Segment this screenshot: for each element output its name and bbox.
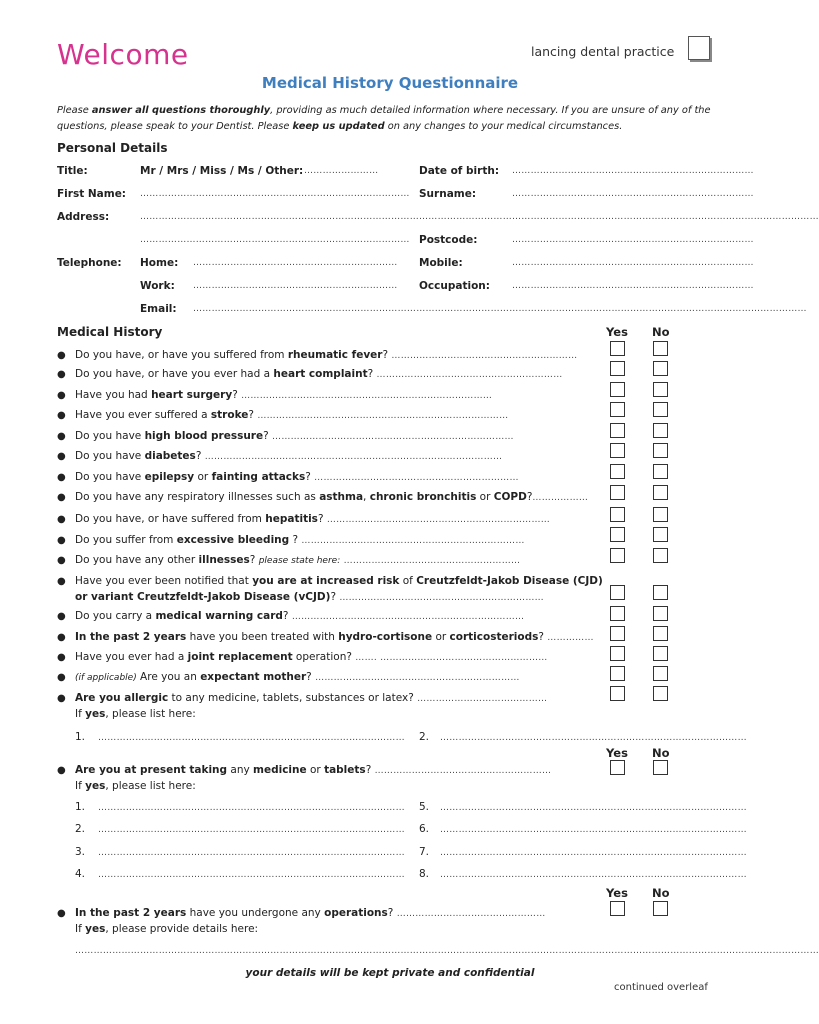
bullet: ● xyxy=(57,514,66,525)
no-column-header: No xyxy=(652,886,670,900)
medicine-item-1-number: 1. xyxy=(75,801,86,813)
operations-details-field[interactable]: …………………………………………………………………………………………………………………………………………………………………………………………………………………… xyxy=(75,946,819,956)
page-title: Medical History Questionnaire xyxy=(261,74,519,92)
rheumatic-fever-yes-checkbox[interactable] xyxy=(610,341,625,356)
surname-label: Surname: xyxy=(419,188,477,200)
bullet: ● xyxy=(57,492,66,503)
question-high-blood-pressure: Do you have high blood pressure? …………………………………………………………………… xyxy=(75,430,514,442)
question-allergies: Are you allergic to any medicine, tablets, substances or latex? …………………………………… xyxy=(75,692,548,704)
occupation-field[interactable]: …………………………………………………………………… xyxy=(512,281,754,291)
question-hepatitis: Do you have, or have suffered from hepatitis? ……………………………………………………………… xyxy=(75,513,551,525)
medicine-item-8-number: 8. xyxy=(419,868,430,880)
question-current-medicine: Are you at present taking any medicine or tablets? ………………………………………………… xyxy=(75,764,552,776)
question-joint-replacement: Have you ever had a joint replacement operation? ……. ……………………………………………… xyxy=(75,651,548,663)
operations-details-instruction: If yes, please provide details here: xyxy=(75,923,259,935)
title-other-field[interactable]: …………………… xyxy=(304,166,379,176)
cjd-no-checkbox[interactable] xyxy=(653,585,668,600)
question-stroke: Have you ever suffered a stroke? ……………………………………………………………………… xyxy=(75,409,509,421)
bullet: ● xyxy=(57,410,66,421)
allergies-list-instruction: If yes, please list here: xyxy=(75,708,196,720)
allergy-item-2-field[interactable]: ……………………………………………………………………………………… xyxy=(440,733,747,743)
home-phone-field[interactable]: ………………………………………………………… xyxy=(193,258,398,268)
dob-label: Date of birth: xyxy=(419,165,500,177)
allergies-no-checkbox[interactable] xyxy=(653,686,668,701)
excessive-bleeding-yes-checkbox[interactable] xyxy=(610,527,625,542)
title-label: Title: xyxy=(57,165,88,177)
medicine-list-instruction: If yes, please list here: xyxy=(75,780,196,792)
bullet: ● xyxy=(57,576,66,587)
work-label: Work: xyxy=(140,280,175,292)
bullet: ● xyxy=(57,611,66,622)
heart-surgery-no-checkbox[interactable] xyxy=(653,382,668,397)
surname-field[interactable]: …………………………………………………………………… xyxy=(512,189,754,199)
question-cjd-line-2: or variant Creutzfeldt-Jakob Disease (vCJD)? ………………………………………………………… xyxy=(75,591,544,603)
bullet: ● xyxy=(57,632,66,643)
hepatitis-no-checkbox[interactable] xyxy=(653,507,668,522)
allergy-item-2-number: 2. xyxy=(419,731,430,743)
diabetes-no-checkbox[interactable] xyxy=(653,443,668,458)
diabetes-yes-checkbox[interactable] xyxy=(610,443,625,458)
question-heart-surgery: Have you had heart surgery? ……………………………………………………………………… xyxy=(75,389,493,401)
first-name-field[interactable]: …………………………………………………………………………… xyxy=(140,189,410,199)
allergy-item-1-number: 1. xyxy=(75,731,86,743)
bullet: ● xyxy=(57,431,66,442)
rheumatic-fever-no-checkbox[interactable] xyxy=(653,341,668,356)
address-field-1[interactable]: ………………………………………………………………………………………………………………………………………………………………………………………………… xyxy=(140,212,819,222)
bullet: ● xyxy=(57,390,66,401)
question-rheumatic-fever: Do you have, or have you suffered from rheumatic fever? …………………………………………………… xyxy=(75,349,578,361)
respiratory-yes-checkbox[interactable] xyxy=(610,485,625,500)
medicine-yes-checkbox[interactable] xyxy=(610,760,625,775)
no-column-header: No xyxy=(652,325,670,339)
expectant-mother-yes-checkbox[interactable] xyxy=(610,666,625,681)
address-field-2[interactable]: …………………………………………………………………………… xyxy=(140,235,410,245)
title-options: Mr / Mrs / Miss / Ms / Other: xyxy=(140,165,304,177)
epilepsy-no-checkbox[interactable] xyxy=(653,464,668,479)
allergy-item-1-field[interactable]: ……………………………………………………………………………………… xyxy=(98,733,405,743)
bullet: ● xyxy=(57,693,66,704)
respiratory-no-checkbox[interactable] xyxy=(653,485,668,500)
telephone-label: Telephone: xyxy=(57,257,122,269)
logo-box xyxy=(688,36,710,60)
privacy-note: your details will be kept private and confidential xyxy=(245,967,535,979)
bullet: ● xyxy=(57,472,66,483)
medical-history-heading: Medical History xyxy=(57,325,163,339)
practice-name: lancing dental practice xyxy=(531,44,675,59)
heart-complaint-no-checkbox[interactable] xyxy=(653,361,668,376)
medicine-item-4-field[interactable]: ……………………………………………………………………………………… xyxy=(98,870,405,880)
medicine-item-1-field[interactable]: ……………………………………………………………………………………… xyxy=(98,803,405,813)
work-phone-field[interactable]: ………………………………………………………… xyxy=(193,281,398,291)
medicine-item-7-field[interactable]: ……………………………………………………………………………………… xyxy=(440,848,747,858)
heart-complaint-yes-checkbox[interactable] xyxy=(610,361,625,376)
allergies-yes-checkbox[interactable] xyxy=(610,686,625,701)
other-illnesses-no-checkbox[interactable] xyxy=(653,548,668,563)
medicine-item-3-field[interactable]: ……………………………………………………………………………………… xyxy=(98,848,405,858)
occupation-label: Occupation: xyxy=(419,280,490,292)
epilepsy-yes-checkbox[interactable] xyxy=(610,464,625,479)
personal-details-heading: Personal Details xyxy=(57,141,168,155)
yes-column-header: Yes xyxy=(606,325,628,339)
bullet: ● xyxy=(57,369,66,380)
intro-text: Please answer all questions thoroughly, providing as much detailed information where necessary. If you are unsure of any of the questions, please speak to your Dentist. Please keep us updated on any changes to your medical circumstances. xyxy=(57,105,711,132)
yes-column-header: Yes xyxy=(606,746,628,760)
medicine-item-2-number: 2. xyxy=(75,823,86,835)
medicine-no-checkbox[interactable] xyxy=(653,760,668,775)
question-cjd-line-1: Have you ever been notified that you are at increased risk of Creutzfeldt-Jakob Disease (CJD) xyxy=(75,575,603,587)
email-field[interactable]: ……………………………………………………………………………………………………………………………………………………………………………… xyxy=(193,304,807,314)
continued-overleaf: continued overleaf xyxy=(614,982,708,993)
warning-card-no-checkbox[interactable] xyxy=(653,606,668,621)
hepatitis-yes-checkbox[interactable] xyxy=(610,507,625,522)
question-other-illnesses: Do you have any other illnesses? please state here: ………………………………………………… xyxy=(75,554,521,566)
question-excessive-bleeding: Do you suffer from excessive bleeding ? ……………………………………………………………… xyxy=(75,534,525,546)
question-hydrocortisone: In the past 2 years have you been treated with hydro-cortisone or corticosteriods? …………… xyxy=(75,631,594,643)
hydrocortisone-yes-checkbox[interactable] xyxy=(610,626,625,641)
bullet: ● xyxy=(57,908,66,919)
question-medical-warning-card: Do you carry a medical warning card? ………………………………………………………………… xyxy=(75,610,525,622)
first-name-label: First Name: xyxy=(57,188,127,200)
question-respiratory: Do you have any respiratory illnesses such as asthma, chronic bronchitis or COPD?……………… xyxy=(75,491,589,503)
medicine-item-2-field[interactable]: ……………………………………………………………………………………… xyxy=(98,825,405,835)
bullet: ● xyxy=(57,652,66,663)
medicine-item-4-number: 4. xyxy=(75,868,86,880)
hydrocortisone-no-checkbox[interactable] xyxy=(653,626,668,641)
yes-column-header: Yes xyxy=(606,886,628,900)
joint-replacement-yes-checkbox[interactable] xyxy=(610,646,625,661)
medicine-item-5-number: 5. xyxy=(419,801,430,813)
address-label: Address: xyxy=(57,211,110,223)
question-epilepsy: Do you have epilepsy or fainting attacks? ………………………………………………………… xyxy=(75,471,519,483)
medicine-item-3-number: 3. xyxy=(75,846,86,858)
question-diabetes: Do you have diabetes? …………………………………………………………………………………… xyxy=(75,450,503,462)
cjd-yes-checkbox[interactable] xyxy=(610,585,625,600)
medicine-item-5-field[interactable]: ……………………………………………………………………………………… xyxy=(440,803,747,813)
medicine-item-6-field[interactable]: ……………………………………………………………………………………… xyxy=(440,825,747,835)
welcome-heading: Welcome xyxy=(57,38,189,71)
high-blood-pressure-no-checkbox[interactable] xyxy=(653,423,668,438)
bullet: ● xyxy=(57,451,66,462)
dob-field[interactable]: …………………………………………………………………… xyxy=(512,166,754,176)
home-label: Home: xyxy=(140,257,179,269)
bullet: ● xyxy=(57,350,66,361)
bullet: ● xyxy=(57,765,66,776)
warning-card-yes-checkbox[interactable] xyxy=(610,606,625,621)
bullet: ● xyxy=(57,555,66,566)
no-column-header: No xyxy=(652,746,670,760)
joint-replacement-no-checkbox[interactable] xyxy=(653,646,668,661)
stroke-no-checkbox[interactable] xyxy=(653,402,668,417)
operations-yes-checkbox[interactable] xyxy=(610,901,625,916)
medicine-item-8-field[interactable]: ……………………………………………………………………………………… xyxy=(440,870,747,880)
question-operations: In the past 2 years have you undergone any operations? ………………………………………… xyxy=(75,907,546,919)
medicine-item-7-number: 7. xyxy=(419,846,430,858)
high-blood-pressure-yes-checkbox[interactable] xyxy=(610,423,625,438)
mobile-field[interactable]: …………………………………………………………………… xyxy=(512,258,754,268)
mobile-label: Mobile: xyxy=(419,257,463,269)
operations-no-checkbox[interactable] xyxy=(653,901,668,916)
bullet: ● xyxy=(57,535,66,546)
postcode-field[interactable]: …………………………………………………………………… xyxy=(512,235,754,245)
other-illnesses-yes-checkbox[interactable] xyxy=(610,548,625,563)
excessive-bleeding-no-checkbox[interactable] xyxy=(653,527,668,542)
postcode-label: Postcode: xyxy=(419,234,478,246)
question-heart-complaint: Do you have, or have you ever had a heart complaint? …………………………………………………… xyxy=(75,368,563,380)
email-label: Email: xyxy=(140,303,177,315)
heart-surgery-yes-checkbox[interactable] xyxy=(610,382,625,397)
stroke-yes-checkbox[interactable] xyxy=(610,402,625,417)
question-expectant-mother: (if applicable) Are you an expectant mother? ………………………………………………………… xyxy=(75,671,520,683)
expectant-mother-no-checkbox[interactable] xyxy=(653,666,668,681)
bullet: ● xyxy=(57,672,66,683)
medicine-item-6-number: 6. xyxy=(419,823,430,835)
